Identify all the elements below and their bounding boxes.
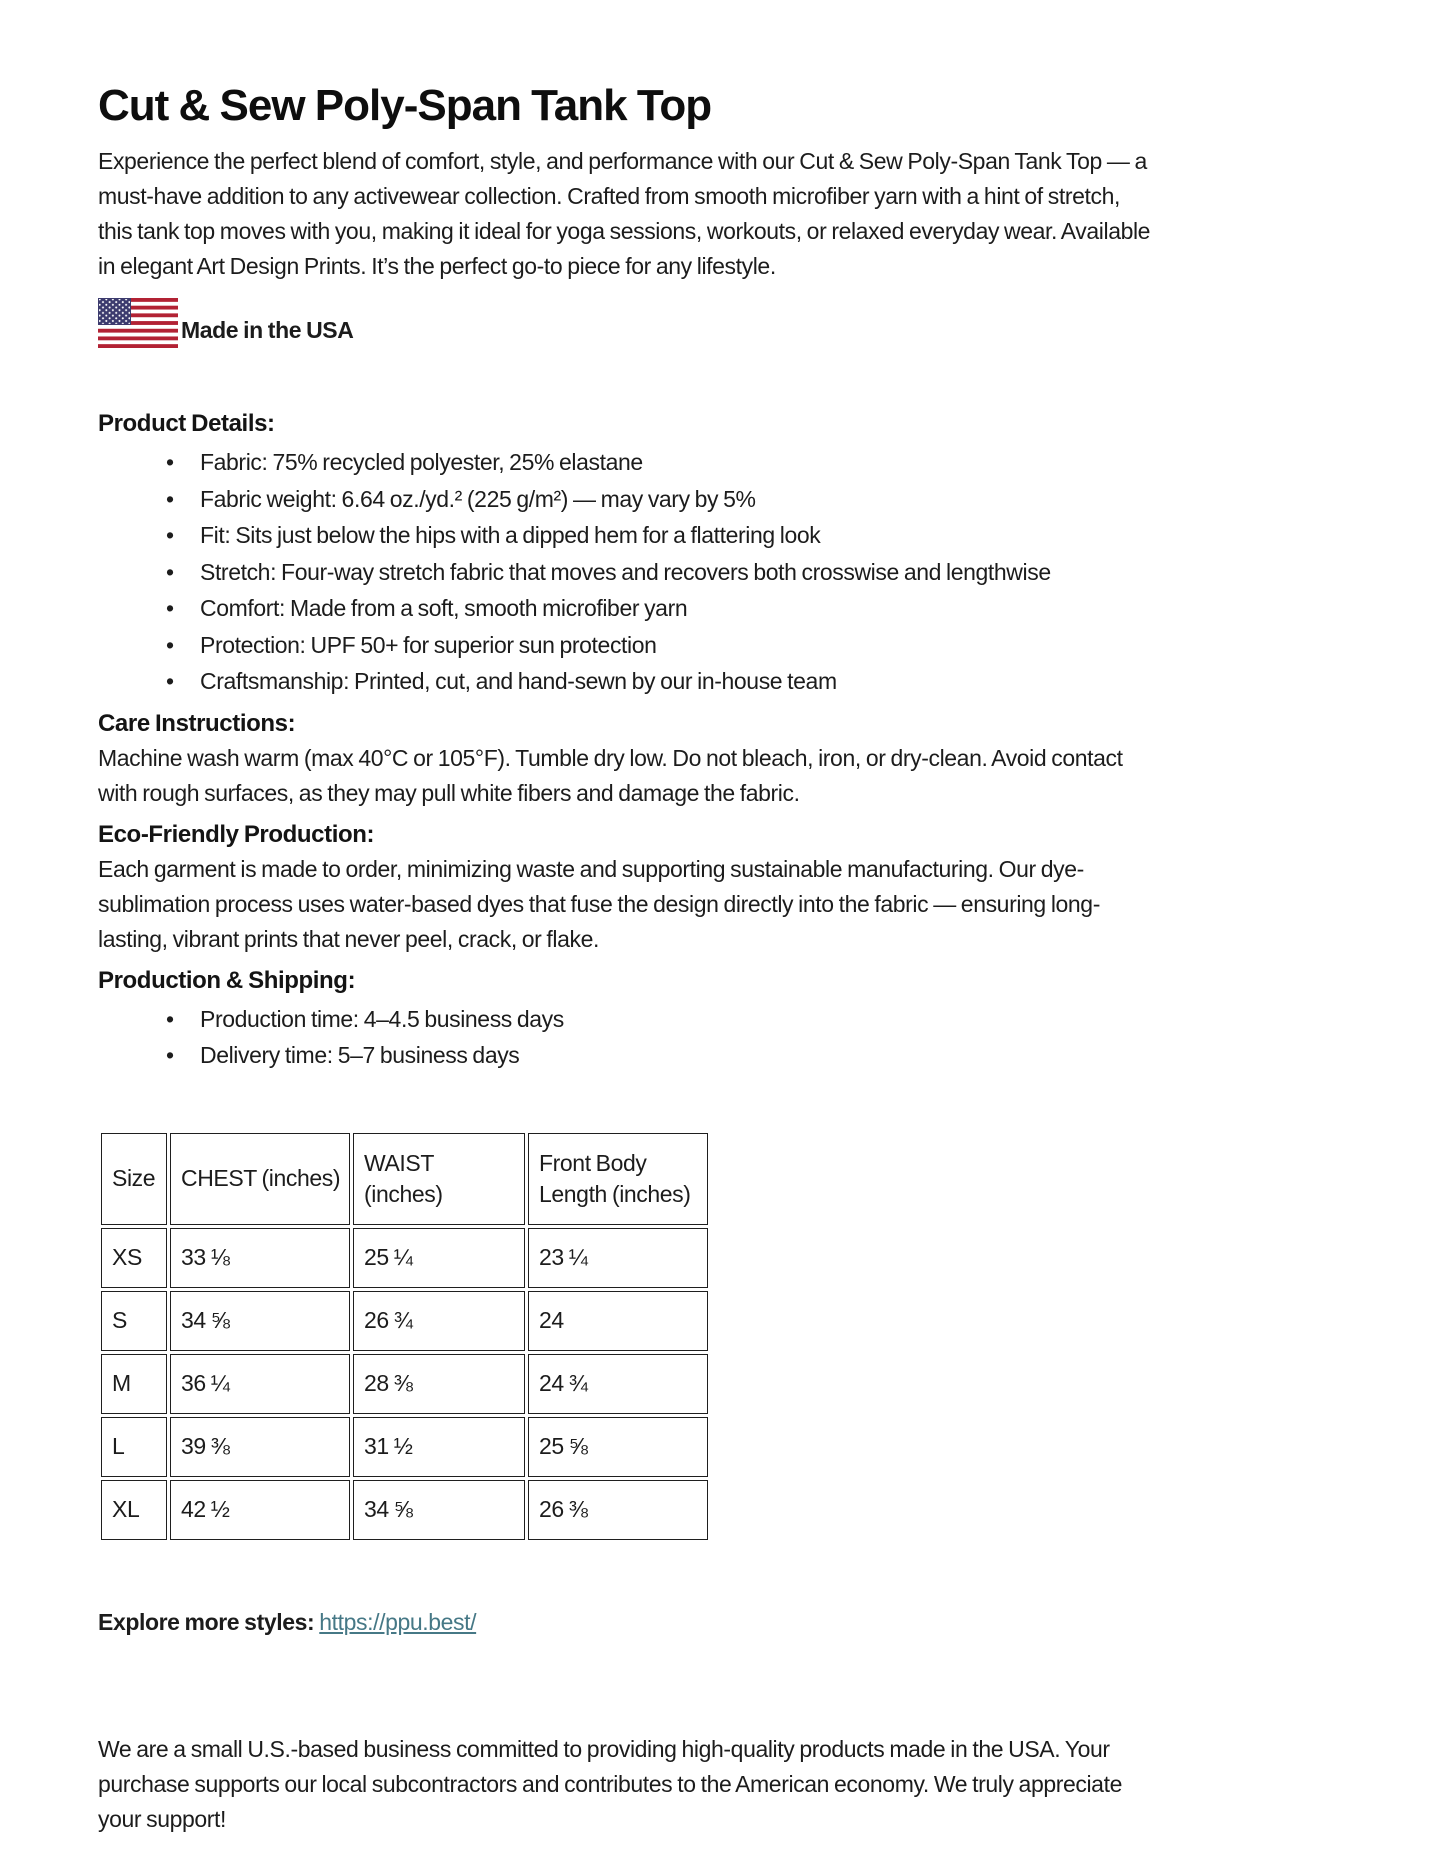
table-row	[101, 1228, 708, 1288]
production-shipping-heading: Production & Shipping:	[98, 966, 356, 994]
cell-size: S	[101, 1291, 167, 1351]
table-header-row	[101, 1133, 708, 1225]
column-header-waist: WAIST (inches)	[353, 1133, 525, 1225]
cell-waist: 26 ¾	[353, 1291, 525, 1351]
made-in-usa-label: Made in the USA	[181, 317, 354, 343]
product-details-list	[98, 444, 1158, 700]
list-item: • Protection: UPF 50+ for superior sun protection	[160, 627, 1158, 664]
cell-size: M	[101, 1354, 167, 1414]
explore-more-styles-label: Explore more styles:	[98, 1608, 315, 1635]
care-instructions-paragraph: Machine wash warm (max 40°C or 105°F). Tumble dry low. Do not bleach, iron, or dry-clean. Avoid contact with rough surfaces, as they may pull white fibers and damage the fabric.	[98, 744, 1123, 806]
cell-front-body-length: 26 ⅜	[528, 1480, 708, 1540]
cell-chest: 34 ⅝	[170, 1291, 350, 1351]
list-item: • Delivery time: 5–7 business days	[160, 1037, 1158, 1074]
eco-friendly-paragraph: Each garment is made to order, minimizing waste and supporting sustainable manufacturing. Our dye-sublimation process uses water-based dyes that fuse the design directly into the fabric — ensuring long-lasting, vibrant prints that never peel, crack, or flake.	[98, 855, 1100, 952]
table-row	[101, 1354, 708, 1414]
cell-chest: 33 ⅛	[170, 1228, 350, 1288]
size-chart-table	[98, 1130, 711, 1543]
made-in-usa-row	[98, 296, 1158, 348]
cell-chest: 42 ½	[170, 1480, 350, 1540]
cell-front-body-length: 24 ¾	[528, 1354, 708, 1414]
us-flag-icon	[98, 298, 178, 348]
explore-more-styles-link[interactable]: https://ppu.best/	[319, 1608, 477, 1635]
footer-paragraph: We are a small U.S.-based business committed to providing high-quality products made in the USA. Your purchase supports our local subcontractors and contributes to the American economy. We truly appreciate your support!	[98, 1735, 1122, 1832]
column-header-size: Size	[101, 1133, 167, 1225]
list-item: • Production time: 4–4.5 business days	[160, 1001, 1158, 1038]
production-shipping-list	[98, 1001, 1158, 1074]
cell-front-body-length: 25 ⅝	[528, 1417, 708, 1477]
cell-chest: 36 ¼	[170, 1354, 350, 1414]
cell-chest: 39 ⅜	[170, 1417, 350, 1477]
page-title: Cut & Sew Poly-Span Tank Top	[98, 81, 712, 130]
cell-waist: 25 ¼	[353, 1228, 525, 1288]
cell-size: L	[101, 1417, 167, 1477]
list-item: • Stretch: Four-way stretch fabric that moves and recovers both crosswise and lengthwise	[160, 554, 1158, 591]
cell-waist: 34 ⅝	[353, 1480, 525, 1540]
product-details-heading: Product Details:	[98, 410, 275, 437]
intro-paragraph: Experience the perfect blend of comfort, style, and performance with our Cut & Sew Poly-Span Tank Top — a must-have addition to any activewear collection. Crafted from smooth microfiber yarn with a hint of stretch, this tank top moves with you, making it ideal for yoga sessions, workouts, or relaxed everyday wear. Available in elegant Art Design Prints. It’s the perfect go-to piece for any lifestyle.	[98, 148, 1151, 279]
list-item: • Craftsmanship: Printed, cut, and hand-sewn by our in-house team	[160, 663, 1158, 700]
cell-front-body-length: 23 ¼	[528, 1228, 708, 1288]
cell-waist: 28 ⅜	[353, 1354, 525, 1414]
list-item: • Comfort: Made from a soft, smooth microfiber yarn	[160, 590, 1158, 627]
table-row	[101, 1291, 708, 1351]
list-item: • Fabric: 75% recycled polyester, 25% elastane	[160, 444, 1158, 481]
list-item: • Fit: Sits just below the hips with a dipped hem for a flattering look	[160, 517, 1158, 554]
table-row	[101, 1417, 708, 1477]
cell-waist: 31 ½	[353, 1417, 525, 1477]
cell-size: XS	[101, 1228, 167, 1288]
column-header-chest: CHEST (inches)	[170, 1133, 350, 1225]
list-item: • Fabric weight: 6.64 oz./yd.² (225 g/m²) — may vary by 5%	[160, 481, 1158, 518]
eco-friendly-heading: Eco-Friendly Production:	[98, 820, 375, 848]
cell-front-body-length: 24	[528, 1291, 708, 1351]
care-instructions-heading: Care Instructions:	[98, 709, 296, 737]
cell-size: XL	[101, 1480, 167, 1540]
explore-more-styles-line	[98, 1605, 1158, 1640]
column-header-front-body-length: Front Body Length (inches)	[528, 1133, 708, 1225]
table-row	[101, 1480, 708, 1540]
